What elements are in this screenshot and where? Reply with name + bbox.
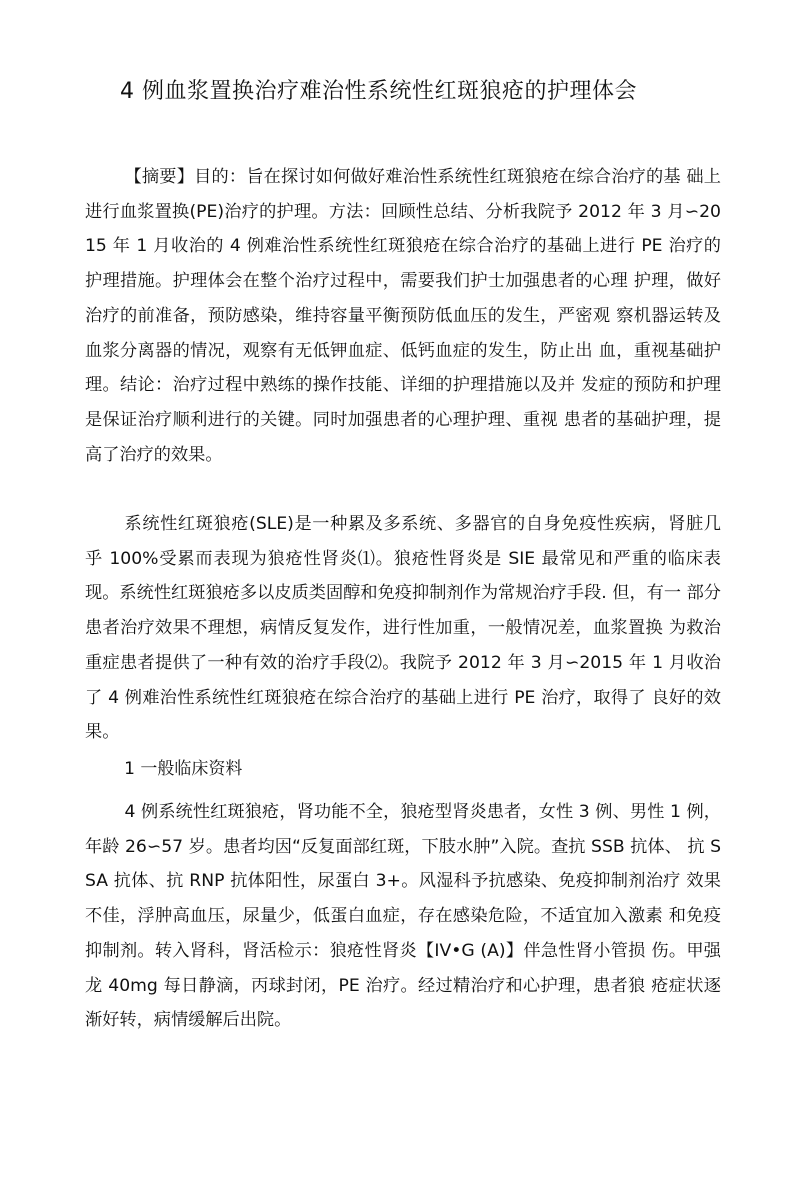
clinical-data-paragraph: 4 例系统性红斑狼疮，肾功能不全，狼疮型肾炎患者，女性 3 例、男性 1 例，年龄 26∽57 岁。患者均因“反复面部红斑，下肢水肿”入院。查抗 SSB 抗体、 抗 SSA 抗体、抗 RNP 抗体阳性，尿蛋白 3+。风湿科予抗感染、免疫抑制剂治疗 效果不佳，浮肿高血压，尿量少，低蛋白血症，存在感染危险，不适宜加入激素 和免疫抑制剂。转入肾科，肾活检示：狼疮性肾炎【IV•G (A)】伴急性肾小管损 伤。甲强龙 40mg 每日静滴，丙球封闭，PE 治疗。经过精治疗和心护理，患者狼 疮症状逐渐好转，病情缓解后出院。 (85, 802, 721, 1031)
section-heading-clinical-data: 1 一般临床资料 (124, 759, 243, 779)
document-title: 4 例血浆置换治疗难治性系统性红斑狼疮的护理体会 (120, 79, 637, 104)
document-body (85, 160, 721, 1038)
abstract-paragraph: 【摘要】目的：旨在探讨如何做好难治性系统性红斑狼疮在综合治疗的基 础上进行血浆置换(PE)治疗的护理。方法：回顾性总结、分析我院予 2012 年 3 月∽2015 年 1 月收治的 4 例难治性系统性红斑狼疮在综合治疗的基础上进行 PE 治疗的护理措施。护理体会在整个治疗过程中，需要我们护士加强患者的心理 护理，做好治疗的前准备，预防感染，维持容量平衡预防低血压的发生，严密观 察机器运转及血浆分离器的情况，观察有无低钾血症、低钙血症的发生，防止出 血，重视基础护理。结论：治疗过程中熟练的操作技能、详细的护理措施以及并 发症的预防和护理是保证治疗顺利进行的关键。同时加强患者的心理护理、重视 患者的基础护理，提高了治疗的效果。 (85, 167, 721, 465)
intro-paragraph: 系统性红斑狼疮(SLE)是一种累及多系统、多器官的自身免疫性疾病，肾脏几 乎 100%受累而表现为狼疮性肾炎⑴。狼疮性肾炎是 SIE 最常见和严重的临床表 现。系统性红斑狼疮多以皮质类固醇和免疫抑制剂作为常规治疗手段. 但，有一 部分患者治疗效果不理想，病情反复发作，进行性加重，一般情况差，血浆置换 为救治重症患者提供了一种有效的治疗手段⑵。我院予 2012 年 3 月∽2015 年 1 月收治了 4 例难治性系统性红斑狼疮在综合治疗的基础上进行 PE 治疗，取得了 良好的效果。 (85, 514, 721, 743)
